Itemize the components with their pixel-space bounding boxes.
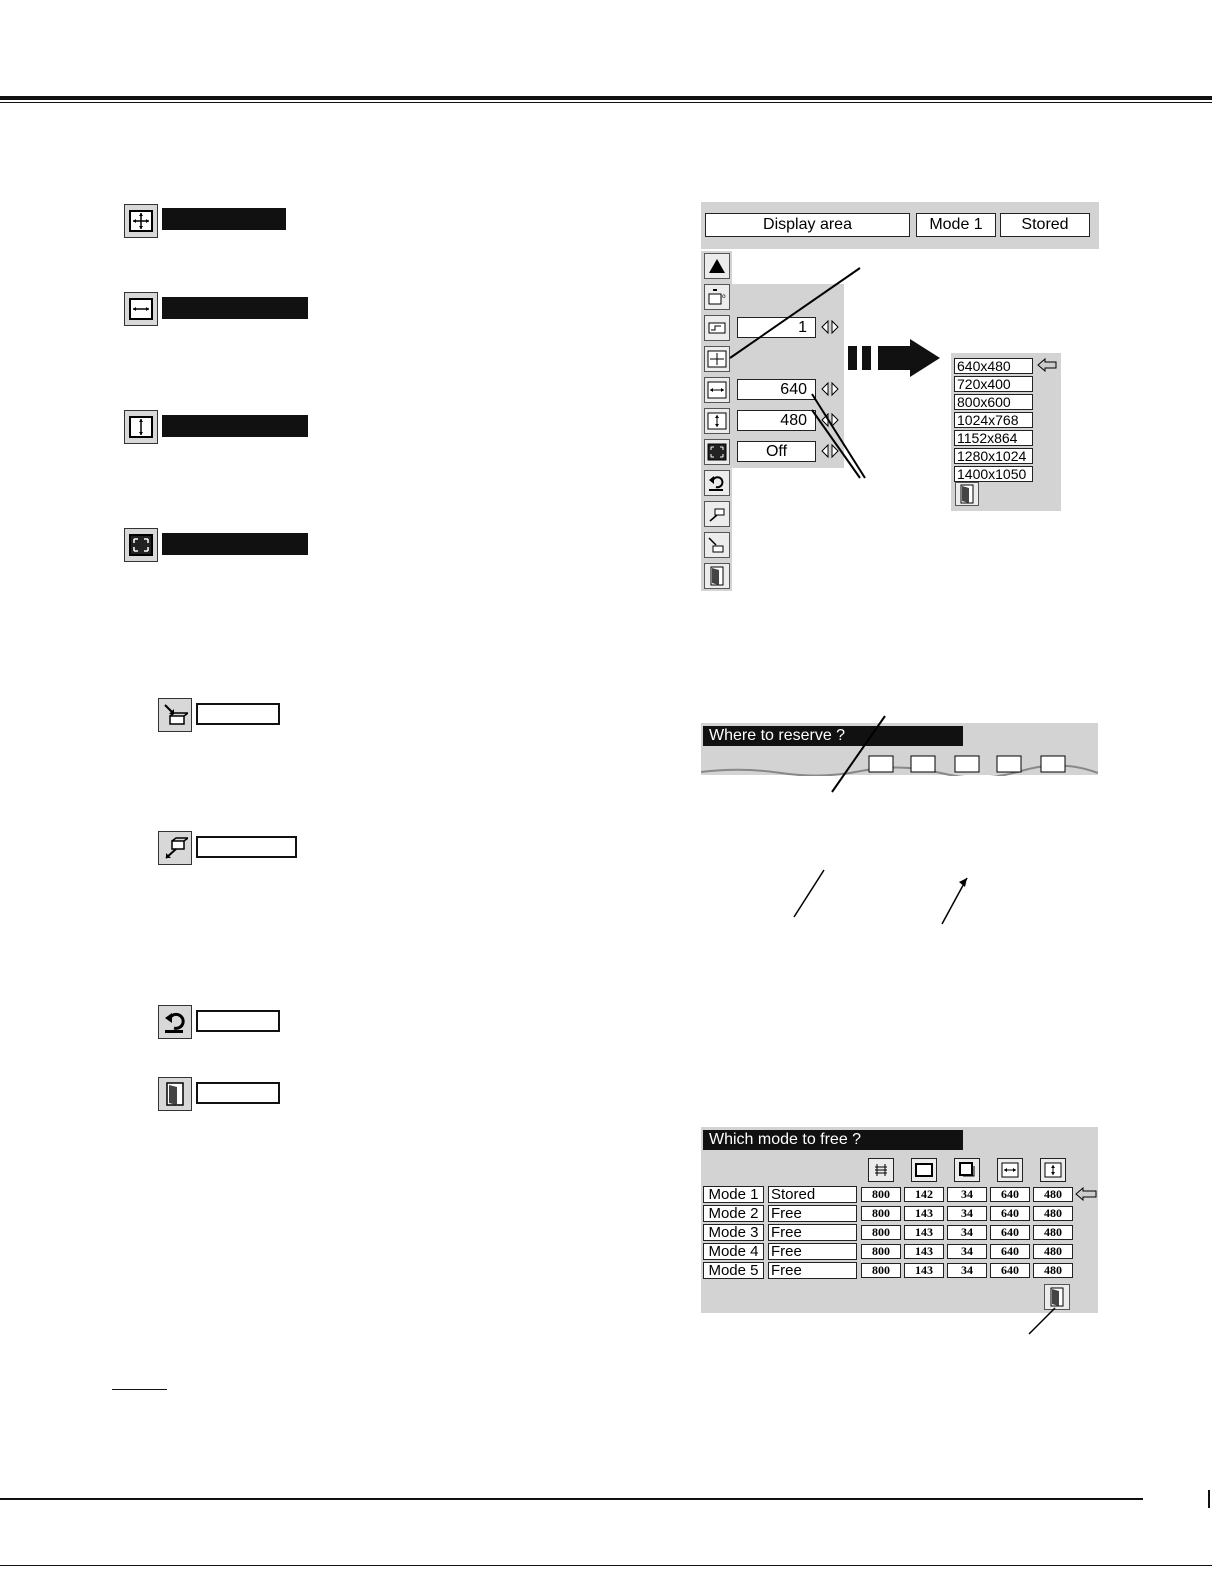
full-screen-icon [124,528,158,562]
mode-cell[interactable]: Mode 1 [703,1186,764,1203]
value-cell: 640 [990,1187,1030,1202]
quit-menu-icon[interactable] [704,563,730,589]
store-icon [158,698,192,732]
value-cell: 800 [861,1263,901,1278]
vertical-size-label [162,415,308,437]
value-cell: 143 [904,1206,944,1221]
store-menu-icon[interactable] [704,532,730,558]
horizontal-position-icon [911,1158,937,1182]
value-cell: 34 [947,1263,987,1278]
svg-text:o: o [722,293,726,300]
horizontal-value[interactable]: 640 [737,379,816,400]
mode-cell[interactable]: Mode 3 [703,1224,764,1241]
status-cell: Stored [768,1186,857,1203]
value-cell: 640 [990,1225,1030,1240]
quit-callout-line [1025,1306,1065,1336]
resolution-item[interactable]: 1280x1024 [954,448,1033,464]
note-underline [112,1389,167,1390]
horizontal-size-label [162,297,308,319]
reset-label [196,1010,280,1032]
free-title: Which mode to free ? [703,1130,963,1150]
vertical-size-icon [124,410,158,444]
full-screen-value[interactable]: Off [737,441,816,462]
value-cell: 800 [861,1187,901,1202]
value-cell: 800 [861,1206,901,1221]
fine-sync-value[interactable]: 1 [737,317,816,338]
quit-label [196,1082,280,1104]
display-area-v-header-icon [1040,1158,1066,1182]
value-cell: 480 [1033,1244,1073,1259]
display-area-h-header-icon [997,1158,1023,1182]
value-cell: 800 [861,1244,901,1259]
value-cell: 34 [947,1206,987,1221]
value-cell: 34 [947,1187,987,1202]
footer-rule [0,1565,1212,1566]
value-cell: 480 [1033,1187,1073,1202]
status-cell: Free [768,1224,857,1241]
bottom-rule [0,1498,1143,1500]
status-cell: Free [768,1243,857,1260]
total-dots-icon [868,1158,894,1182]
full-screen-label [162,533,308,555]
status-cell: Free [768,1205,857,1222]
quit-icon [158,1077,192,1111]
value-cell: 640 [990,1206,1030,1221]
edge-mark [1208,1490,1210,1508]
row-pointer-icon [1075,1187,1097,1201]
value-cell: 640 [990,1263,1030,1278]
value-cell: 480 [1033,1263,1073,1278]
value-cell: 142 [904,1187,944,1202]
value-cell: 143 [904,1263,944,1278]
menu-title: Display area [705,213,910,237]
reserve-callout-lines [780,712,980,942]
reset-icon [158,1005,192,1039]
free-menu-icon[interactable] [704,501,730,527]
value-cell: 480 [1033,1206,1073,1221]
selection-pointer-icon [1037,358,1057,372]
resolution-item[interactable]: 640x480 [954,358,1033,374]
free-label [196,836,297,858]
store-label [196,703,280,725]
resolution-quit-icon[interactable] [955,482,979,506]
resolution-item[interactable]: 800x600 [954,394,1033,410]
mode-cell[interactable]: Mode 4 [703,1243,764,1260]
top-rule-thin [0,102,1212,103]
mode-cell[interactable]: Mode 5 [703,1262,764,1279]
value-cell: 480 [1033,1225,1073,1240]
value-cell: 800 [861,1225,901,1240]
value-cell: 640 [990,1244,1030,1259]
value-cell: 143 [904,1225,944,1240]
mode-cell[interactable]: Mode 2 [703,1205,764,1222]
resolution-item[interactable]: 1400x1050 [954,466,1033,482]
big-right-arrow-icon [846,338,942,378]
display-area-icon [124,204,158,238]
value-cell: 34 [947,1244,987,1259]
horizontal-size-icon [124,292,158,326]
resolution-item[interactable]: 1152x864 [954,430,1033,446]
display-area-label [162,208,286,230]
vertical-value[interactable]: 480 [737,410,816,431]
status-cell: Free [768,1262,857,1279]
resolution-item[interactable]: 1024x768 [954,412,1033,428]
value-cell: 34 [947,1225,987,1240]
resolution-item[interactable]: 720x400 [954,376,1033,392]
top-rule [0,96,1212,100]
status-indicator: Stored [1000,213,1090,237]
reserve-title: Where to reserve ? [703,726,963,746]
mode-indicator: Mode 1 [916,213,996,237]
value-cell: 143 [904,1244,944,1259]
vertical-position-icon [954,1158,980,1182]
free-icon [158,831,192,865]
